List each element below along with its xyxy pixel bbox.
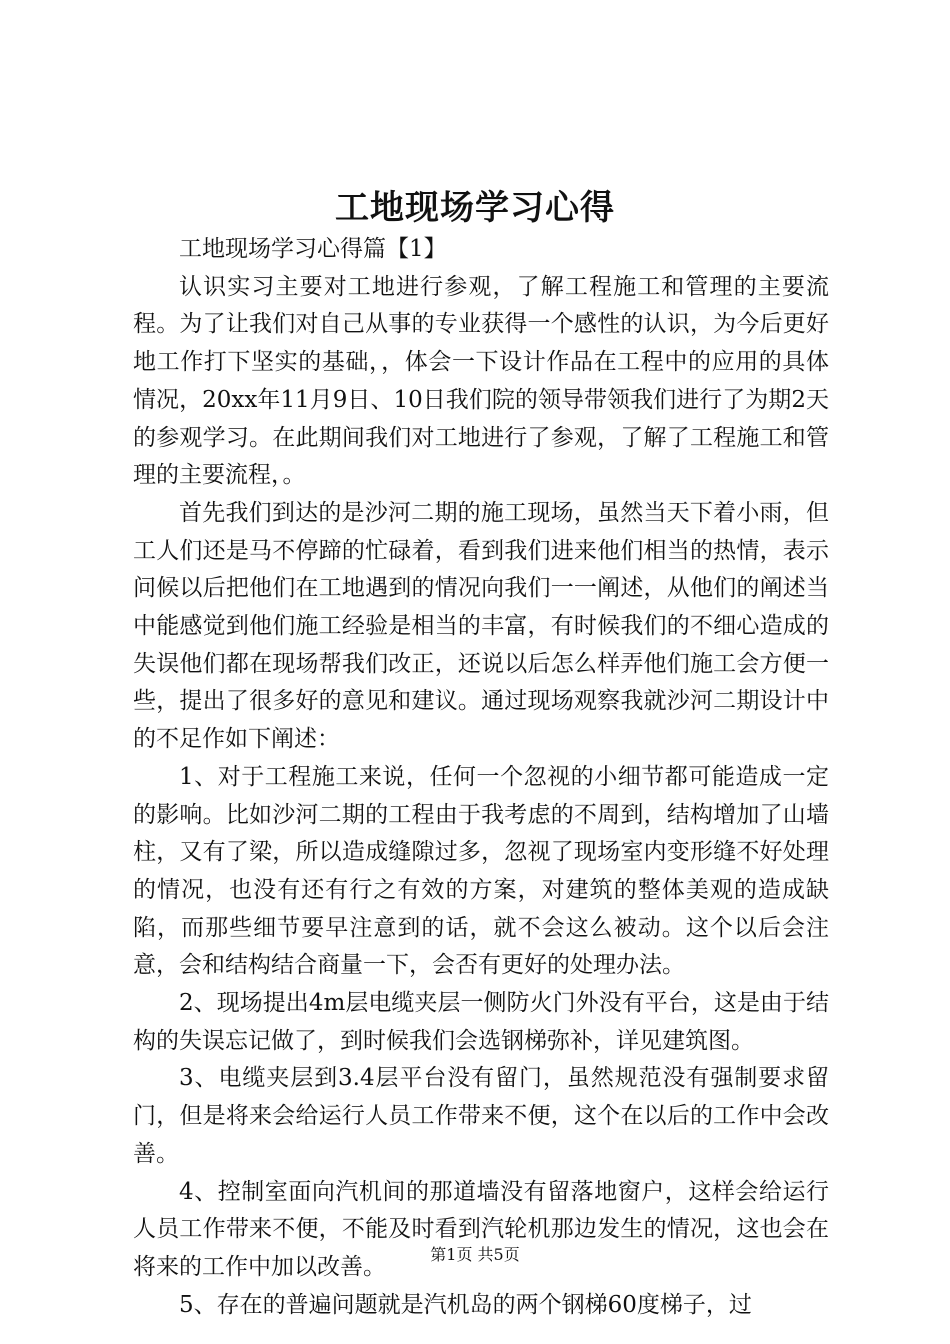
paragraph-site-visit: 首先我们到达的是沙河二期的施工现场，虽然当天下着小雨，但工人们还是马不停蹄的忙碌着，看到我们进来他们相当的热情，表示问候以后把他们在工地遇到的情况向我们一一阐述，从他们的阐述当中能感觉到他们施工经验是相当的丰富，有时候我们的不细心造成的失误他们都在现场帮我们改正，还说以后怎么样弄他们施工会方便一些，提出了很多好的意见和建议。通过现场观察我就沙河二期设计中的不足作如下阐述： (133, 499, 829, 753)
paragraph-item-5: 5、存在的普遍问题就是汽机岛的两个钢梯60度梯子，过 (179, 1291, 752, 1318)
paragraph-intro: 认识实习主要对工地进行参观，了解工程施工和管理的主要流程。为了让我们对自己从事的专业获得一个感性的认识，为今后更好地工作打下坚实的基础，，体会一下设计作品在工程中的应用的具体情况，20xx年11月9日、10日我们院的领导带领我们进行了为期2天的参观学习。在此期间我们对工地进行了参观，了解了工程施工和管理的主要流程，。 (133, 273, 829, 489)
page-title: 工地现场学习心得 (335, 188, 615, 228)
paragraph-item-1: 1、对于工程施工来说，任何一个忽视的小细节都可能造成一定的影响。比如沙河二期的工程由于我考虑的不周到，结构增加了山墙柱，又有了梁，所以造成缝隙过多，忽视了现场室内变形缝不好处理的情况，也没有还有行之有效的方案，对建筑的整体美观的造成缺陷，而那些细节要早注意到的话，就不会这么被动。这个以后会注意，会和结构结合商量一下，会否有更好的处理办法。 (133, 763, 829, 979)
section-heading: 工地现场学习心得篇【1】 (179, 236, 447, 262)
paragraph-item-2: 2、现场提出4m层电缆夹层一侧防火门外没有平台，这是由于结构的失误忘记做了，到时候我们会选钢梯弥补，详见建筑图。 (133, 990, 829, 1054)
paragraph-item-4: 4、控制室面向汽机间的那道墙没有留落地窗户，这样会给运行人员工作带来不便，不能及时看到汽轮机那边发生的情况，这也会在将来的工作中加以改善。 (133, 1178, 829, 1280)
page-footer: 第1页 共5页 (430, 1245, 520, 1264)
document-body (133, 231, 829, 1324)
paragraph-item-3: 3、电缆夹层到3.4层平台没有留门，虽然规范没有强制要求留门，但是将来会给运行人员工作带来不便，这个在以后的工作中会改善。 (133, 1065, 829, 1167)
